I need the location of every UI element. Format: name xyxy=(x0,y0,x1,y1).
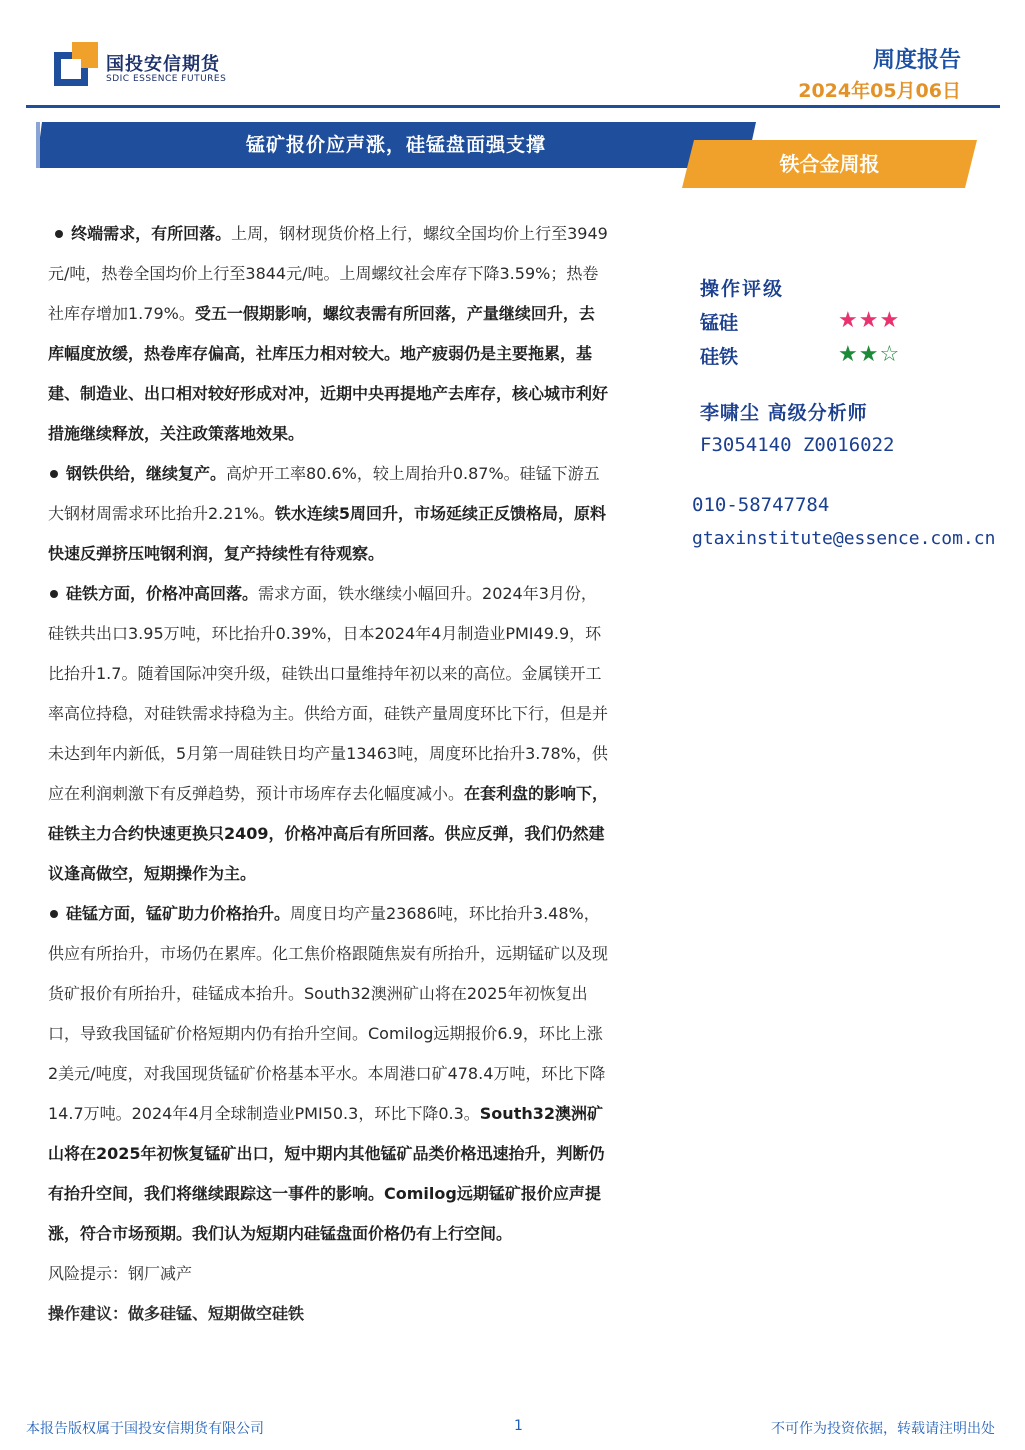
paragraph-lead: 硅铁方面，价格冲高回落。 xyxy=(66,584,259,603)
rating-row-silicomanganese xyxy=(700,308,1000,338)
bullet-icon xyxy=(50,470,58,478)
paragraph-silicomanganese xyxy=(48,894,610,1254)
company-logo xyxy=(54,42,254,92)
paragraph-emphasis: South32澳洲矿山将在2025年初恢复锰矿出口，短中期内其他锰矿品类价格迅速抬升，判断仍有抬升空间，我们将继续跟踪这一事件的影响。Comilog远期锰矿报价应声提涨，符合市场预期。我们认为短期内硅锰盘面价格仍有上行空间。 xyxy=(48,1104,605,1243)
analyst-license: F3054140 Z0016022 xyxy=(700,434,895,456)
operation-advice: 操作建议：做多硅锰、短期做空硅铁 xyxy=(48,1304,305,1323)
bullet-icon xyxy=(50,910,58,918)
star-rating-icon: ★★☆ xyxy=(838,342,901,367)
paragraph-text: 需求方面，铁水继续小幅回升。2024年3月份，硅铁共出口3.95万吨，环比抬升0.39%，日本2024年4月制造业PMI49.9，环比抬升1.7。随着国际冲突升级，硅铁出口量维持年初以来的高位。金属镁开工率高位持稳，对硅铁需求持稳为主。供给方面，硅铁产量周度环比下行，但是并未达到年内新低，5月第一周硅铁日均产量13463吨，周度环比抬升3.78%，供应在利润刺激下有反弹趋势，预计市场库存去化幅度减小。 xyxy=(48,584,609,803)
risk-warning: 风险提示：钢厂减产 xyxy=(48,1264,193,1283)
paragraph-emphasis: 受五一假期影响，螺纹表需有所回落，产量继续回升，去库幅度放缓，热卷库存偏高，社库压力相对较大。地产疲弱仍是主要拖累，基建、制造业、出口相对较好形成对冲，近期中央再提地产去库存，核心城市利好措施继续释放，关注政策落地效果。 xyxy=(48,304,609,443)
bullet-icon xyxy=(55,230,63,238)
report-date: 2024年05月06日 xyxy=(798,80,961,102)
category-label: 铁合金周报 xyxy=(779,152,880,176)
analyst-name: 李啸尘 高级分析师 xyxy=(700,402,868,424)
logo-text-en: SDIC ESSENCE FUTURES xyxy=(106,74,227,84)
paragraph-lead: 钢铁供给，继续复产。 xyxy=(66,464,227,483)
contact-email[interactable]: gtaxinstitute@essence.com.cn xyxy=(692,528,996,549)
report-body xyxy=(48,214,610,1334)
report-title: 锰矿报价应声涨，硅锰盘面强支撑 xyxy=(245,134,546,156)
rating-row-ferrosilicon xyxy=(700,342,1000,372)
paragraph-lead: 硅锰方面，锰矿助力价格抬升。 xyxy=(66,904,291,923)
logo-text-cn: 国投安信期货 xyxy=(106,54,220,75)
rating-name: 锰硅 xyxy=(700,312,739,334)
paragraph-text: 周度日均产量23686吨，环比抬升3.48%，供应有所抬升，市场仍在累库。化工焦价格跟随焦炭有所抬升，远期锰矿以及现货矿报价有所抬升，硅锰成本抬升。South32澳洲矿山将在2025年初恢复出口，导致我国锰矿价格短期内仍有抬升空间。Comilog远期报价6.9，环比上涨2美元/吨度，对我国现货锰矿价格基本平水。本周港口矿478.4万吨，环比下降14.7万吨。2024年4月全球制造业PMI50.3，环比下降0.3。 xyxy=(48,904,609,1123)
rating-title: 操作评级 xyxy=(700,278,785,300)
paragraph-supply xyxy=(48,454,610,574)
rating-name: 硅铁 xyxy=(700,346,739,368)
paragraph-text: 高炉开工率80.6%，较上周抬升0.87%。硅锰下游五大钢材周需求环比抬升2.21%。 xyxy=(48,464,600,523)
bullet-icon xyxy=(50,590,58,598)
page-number: 1 xyxy=(514,1418,523,1434)
paragraph-lead: 终端需求，有所回落。 xyxy=(71,224,232,243)
paragraph-demand xyxy=(48,214,610,454)
category-tag xyxy=(682,140,977,188)
logo-mark-icon xyxy=(54,42,98,86)
paragraph-emphasis: 铁水连续5周回升，市场延续正反馈格局，原料快速反弹挤压吨钢利润，复产持续性有待观察。 xyxy=(48,504,606,563)
header-divider xyxy=(26,105,1000,108)
title-banner xyxy=(36,122,756,168)
contact-phone: 010-58747784 xyxy=(692,494,830,516)
footer-disclaimer: 不可作为投资依据，转载请注明出处 xyxy=(771,1421,995,1437)
report-type: 周度报告 xyxy=(872,48,961,73)
paragraph-emphasis: 在套利盘的影响下，硅铁主力合约快速更换只2409，价格冲高后有所回落。供应反弹，我们仍然建议逢高做空，短期操作为主。 xyxy=(48,784,609,883)
footer-copyright: 本报告版权属于国投安信期货有限公司 xyxy=(26,1421,264,1437)
paragraph-ferrosilicon xyxy=(48,574,610,894)
paragraph-text: 上周，钢材现货价格上行，螺纹全国均价上行至3949元/吨，热卷全国均价上行至3844元/吨。上周螺纹社会库存下降3.59%；热卷社库存增加1.79%。 xyxy=(48,224,608,323)
star-rating-icon: ★★★ xyxy=(838,308,901,333)
